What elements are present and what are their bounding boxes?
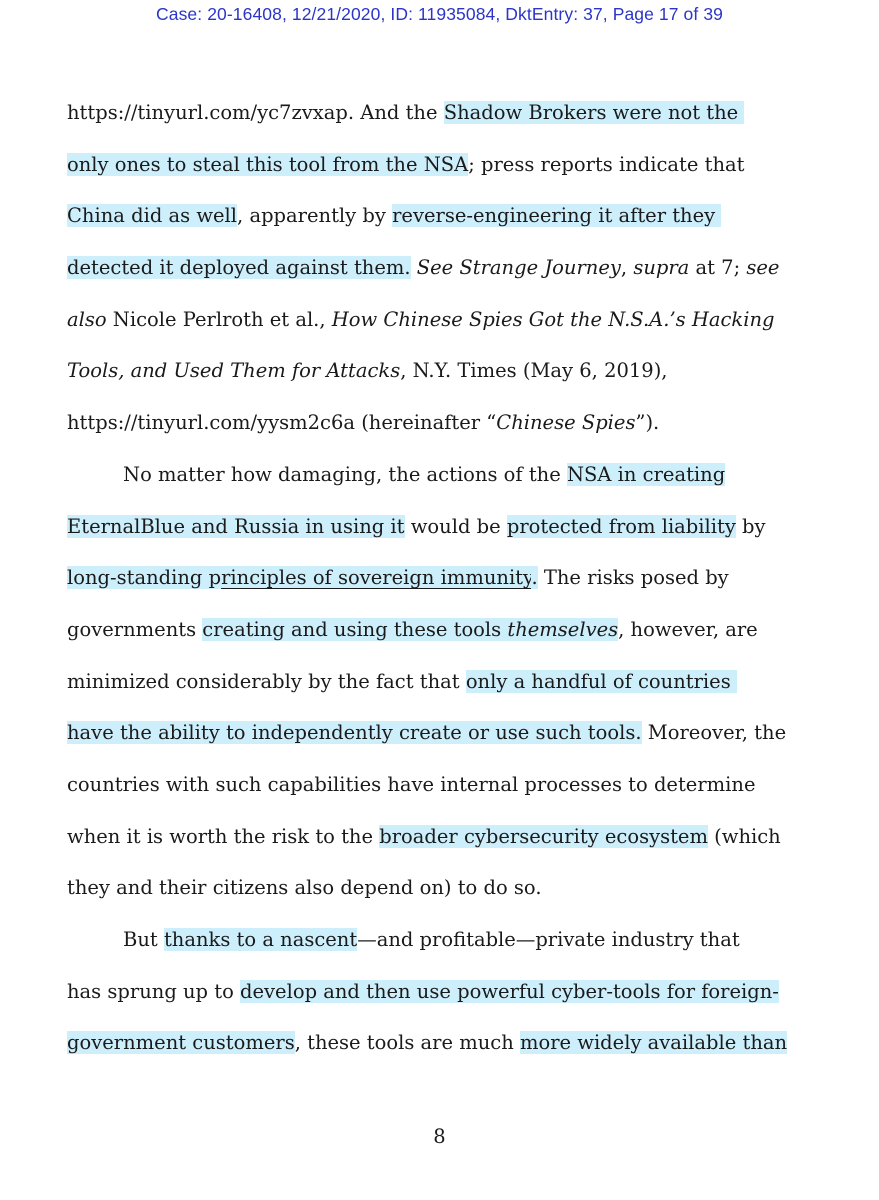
text-line: has sprung up to develop and then use powerful cyber-tools for foreign- — [67, 979, 779, 1003]
text-line: also Nicole Perlroth et al., How Chinese Spies Got the N.S.A.’s Hacking — [67, 307, 775, 331]
text-line: China did as well, apparently by reverse-engineering it after they — [67, 204, 722, 228]
text-line: https://tinyurl.com/yysm2c6a (hereinafter “Chinese Spies”). — [67, 411, 660, 435]
text-line: have the ability to independently create or use such tools. Moreover, the — [67, 721, 787, 745]
text-line: countries with such capabilities have internal processes to determine — [67, 772, 756, 796]
highlight: creating and using these tools — [202, 617, 508, 641]
highlight: government customers — [67, 1031, 295, 1055]
highlight: protected from liability — [506, 514, 736, 538]
text-line: minimized considerably by the fact that only a handful of countries — [67, 669, 737, 693]
text-line: governments creating and using these tools themselves, however, are — [67, 617, 758, 641]
highlight-underlined: rinciples of sovereign immunity — [221, 566, 532, 590]
highlight: EternalBlue and Russia in using it — [67, 514, 405, 538]
text-line: EternalBlue and Russia in using it would be protected from liability by — [67, 514, 766, 538]
highlight: only a handful of countries — [465, 669, 737, 693]
text-line: only ones to steal this tool from the NSA; press reports indicate that — [67, 152, 745, 176]
highlight: Shadow Brokers were not the — [443, 101, 745, 124]
text-line: long-standing principles of sovereign immunity. The risks posed by — [67, 566, 729, 590]
highlight: have the ability to independently create or use such tools. — [67, 721, 642, 745]
highlight: reverse-engineering it after they — [392, 204, 722, 228]
text-line: government customers, these tools are much more widely available than — [67, 1031, 788, 1055]
text-line: But thanks to a nascent—and profitable—private industry that — [123, 928, 740, 951]
highlight: detected it deployed against them. — [67, 256, 411, 280]
document-body — [67, 92, 827, 1074]
highlight: broader cybersecurity ecosystem — [379, 824, 708, 848]
page-number: 8 — [433, 1125, 446, 1148]
highlight: . — [531, 566, 538, 590]
text-line: they and their citizens also depend on) to do so. — [67, 876, 542, 900]
text-line: Tools, and Used Them for Attacks, N.Y. Times (May 6, 2019), — [67, 359, 668, 383]
highlight: long-standing p — [67, 566, 222, 590]
highlight: themselves — [507, 617, 619, 641]
text-line: https://tinyurl.com/yc7zvxap. And the Shadow Brokers were not the — [67, 101, 745, 124]
highlight: more widely available than — [519, 1031, 788, 1055]
highlight: develop and then use powerful cyber-tools for foreign- — [240, 979, 779, 1003]
highlight: thanks to a nascent — [163, 928, 358, 951]
text-line: when it is worth the risk to the broader cybersecurity ecosystem (which — [67, 824, 781, 848]
case-header: Case: 20-16408, 12/21/2020, ID: 11935084, DktEntry: 37, Page 17 of 39 — [156, 4, 723, 24]
highlight: only ones to steal this tool from the NSA — [67, 152, 469, 176]
text-line: detected it deployed against them. See Strange Journey, supra at 7; see — [67, 256, 780, 280]
highlight: China did as well — [67, 204, 238, 228]
text-line: No matter how damaging, the actions of the NSA in creating — [123, 462, 726, 486]
highlight: NSA in creating — [566, 462, 726, 486]
